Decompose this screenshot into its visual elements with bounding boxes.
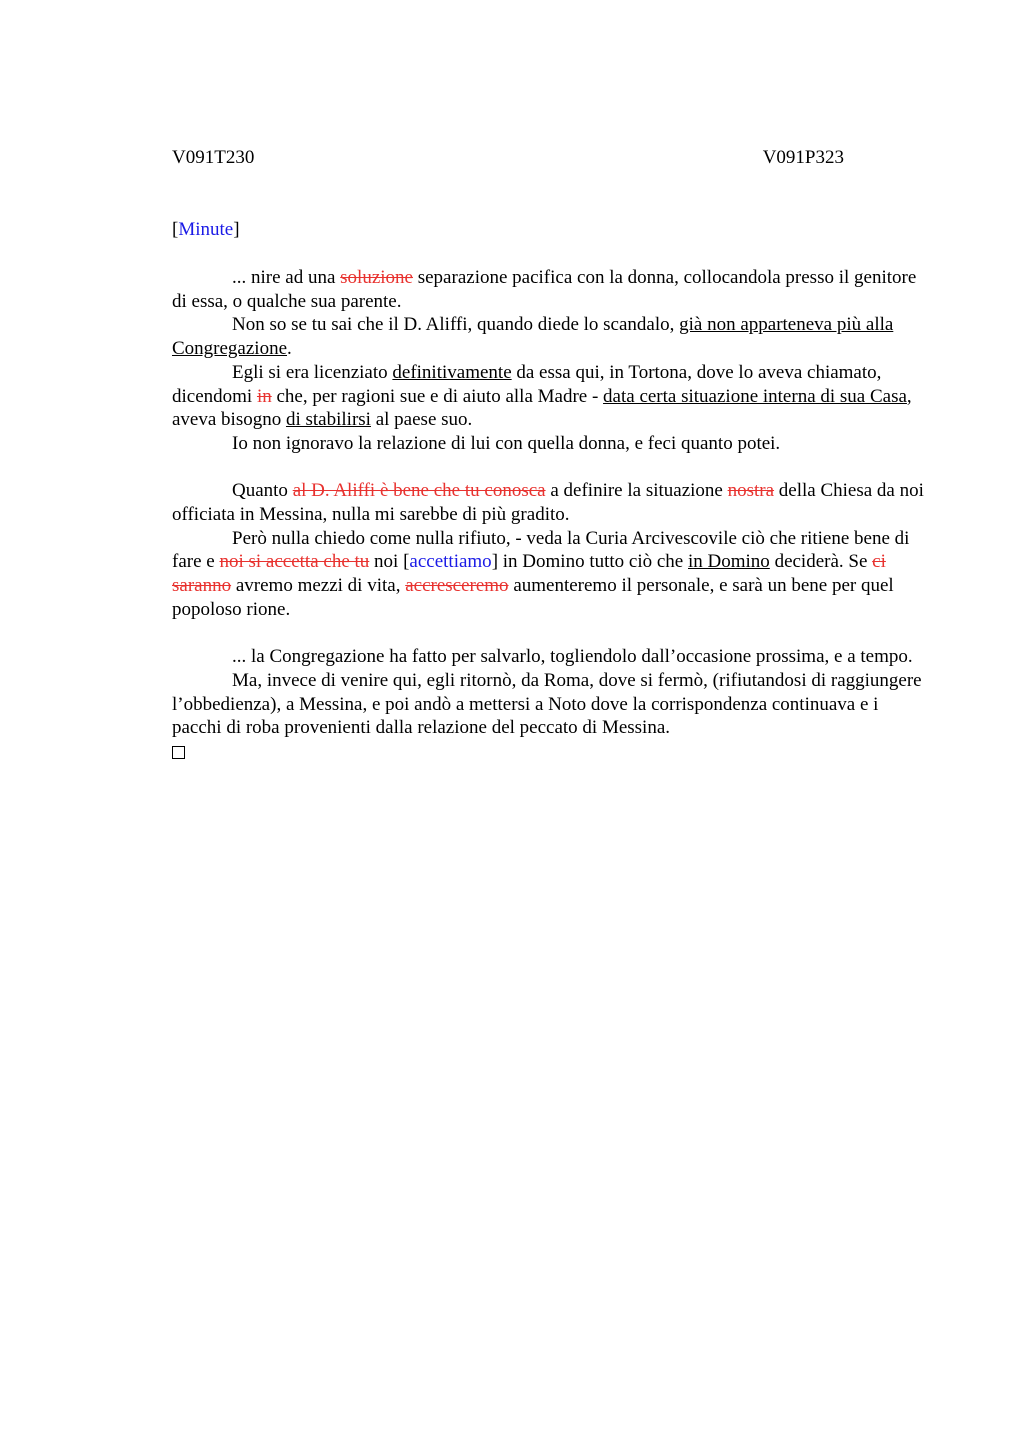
deleted-text: nostra (727, 480, 775, 502)
text-run: . (287, 338, 292, 360)
paragraph-3 (172, 361, 924, 432)
text-run: , aveva bisogno (172, 385, 912, 431)
text-run: ] in Domino tutto ciò che (491, 551, 688, 573)
letter-body (172, 266, 924, 759)
text-run: al paese suo. (370, 409, 473, 431)
deleted-text: in (256, 385, 272, 407)
text-run: Io non ignoravo la relazione di lui con quella donna, e feci quanto potei. (232, 432, 781, 454)
deleted-text: ci saranno (172, 551, 886, 597)
text-run: Quanto (232, 480, 293, 502)
label-close-bracket: ] (233, 219, 240, 240)
text-run: della Chiesa da noi officiata in Messina, nulla mi sarebbe di più gradito. (172, 480, 924, 526)
paragraph-5 (172, 479, 924, 526)
paragraph-6 (172, 527, 924, 622)
page-header (172, 146, 844, 170)
text-run: noi [ (369, 551, 410, 573)
text-run: che, per ragioni sue e di aiuto alla Madre - (271, 385, 604, 407)
paragraph-7 (172, 645, 924, 669)
text-run: a definire la situazione (545, 480, 728, 502)
text-run: Ma, invece di venire qui, egli ritornò, da Roma, dove si fermò, (rifiutandosi di raggiungere l’obbedienza), a Messina, e poi andò a mettersi a Noto dove la corrispondenza continuava e i pacchi di roba provenienti dalla relazione del peccato di Messina. (172, 669, 922, 739)
deleted-text: accresceremo (405, 575, 509, 597)
underlined-text: definitivamente (392, 361, 512, 383)
paragraph-2 (172, 313, 924, 360)
paragraph-gap (172, 622, 924, 646)
paragraph-1 (172, 266, 924, 313)
paragraph-4 (172, 432, 924, 456)
document-code-right: V091P323 (762, 147, 844, 168)
paragraph-8 (172, 669, 924, 740)
text-run: Egli si era licenziato (232, 361, 393, 383)
paragraph-gap (172, 456, 924, 480)
deleted-text: noi si accetta che tu (219, 551, 370, 573)
text-run: Però nulla chiedo come nulla rifiuto, - veda la Curia Arcivescovile ciò che ritiene bene di fare e (172, 527, 910, 573)
text-run: Non so se tu sai che il D. Aliffi, quando diede lo scandalo, (232, 314, 680, 336)
text-run: avremo mezzi di vita, (231, 575, 406, 597)
section-label (172, 218, 240, 242)
text-run: aumenteremo il personale, e sarà un bene per quel popoloso rione. (172, 575, 894, 620)
text-run: separazione pacifica con la donna, collocandola presso il genitore di essa, o qualche sua parente. (172, 267, 917, 312)
underlined-text: già non apparteneva più alla Congregazione (172, 314, 894, 360)
deleted-text: soluzione (340, 267, 413, 288)
document-code-left: V091T230 (172, 147, 255, 168)
end-marker-box-icon (172, 746, 185, 759)
text-run: ... la Congregazione ha fatto per salvarlo, togliendolo dall’occasione prossima, e a tempo. (232, 646, 913, 668)
text-run: da essa qui, in Tortona, dove lo aveva chiamato, dicendomi (172, 361, 882, 407)
underlined-text: di stabilirsi (285, 409, 371, 431)
text-run: ... nire ad una (232, 267, 341, 288)
deleted-text: al D. Aliffi è bene che tu conosca (292, 480, 546, 502)
text-run: deciderà. Se (769, 551, 873, 573)
label-minute: Minute (178, 219, 234, 240)
underlined-text: data certa situazione interna di sua Casa (603, 385, 907, 407)
label-open-bracket: [ (172, 219, 179, 240)
inserted-text: accettiamo (409, 551, 492, 573)
underlined-text: in Domino (688, 551, 770, 573)
